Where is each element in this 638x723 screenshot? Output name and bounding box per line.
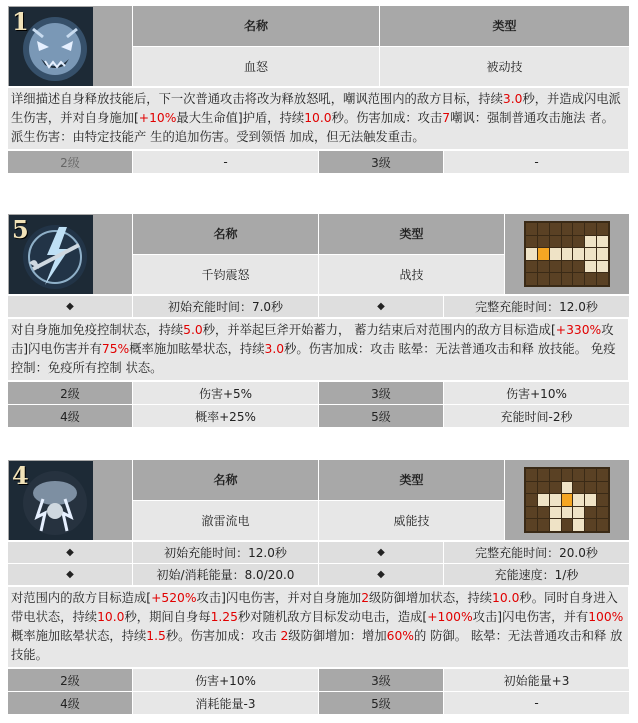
description-text: 最大生命值]护盾，持续 bbox=[176, 111, 305, 125]
info-value: 初始/消耗能量：8.0/20.0 bbox=[133, 564, 319, 586]
info-value: 初始充能时间：7.0秒 bbox=[133, 296, 319, 318]
grid-cell bbox=[573, 261, 584, 273]
grid-cell bbox=[538, 261, 549, 273]
grid-cell bbox=[526, 469, 537, 481]
description-text: 秒，并造成闪电派生伤害，并对自身施加[ bbox=[11, 92, 621, 125]
grid-cell bbox=[550, 507, 561, 519]
highlight-value: 100% bbox=[588, 610, 624, 624]
level-label: 2级 bbox=[8, 669, 133, 692]
grid-cell bbox=[550, 469, 561, 481]
highlight-value: 10.0 bbox=[492, 591, 520, 605]
lightning-warrior-icon bbox=[9, 215, 93, 294]
grid-cell bbox=[562, 273, 573, 285]
grid-cell bbox=[538, 248, 549, 260]
skill-name: 千钧震怒 bbox=[133, 254, 319, 295]
highlight-value: 1.25 bbox=[210, 610, 238, 624]
level-bonus: - bbox=[444, 151, 630, 174]
level-label: 3级 bbox=[319, 382, 444, 405]
grid-cell bbox=[597, 519, 608, 531]
grid-cell bbox=[550, 494, 561, 506]
grid-cell bbox=[573, 248, 584, 260]
highlight-value: +520% bbox=[151, 591, 197, 605]
grid-cell bbox=[526, 223, 537, 235]
level-bonus: 伤害+10% bbox=[133, 669, 319, 692]
grid-cell bbox=[550, 482, 561, 494]
bullet-diamond-icon: ◆ bbox=[8, 542, 133, 564]
description-text: 对自身施加免疫控制状态，持续 bbox=[11, 323, 184, 337]
info-table bbox=[7, 541, 630, 586]
skill-card-3 bbox=[7, 459, 629, 715]
description-text: 攻击]闪电伤害并有 bbox=[11, 323, 614, 356]
grid-cell bbox=[562, 519, 573, 531]
grid-cell bbox=[538, 507, 549, 519]
info-value: 完整充能时间：20.0秒 bbox=[444, 542, 630, 564]
grid-cell bbox=[573, 494, 584, 506]
grid-cell bbox=[550, 519, 561, 531]
info-value: 完整充能时间：12.0秒 bbox=[444, 296, 630, 318]
highlight-value: 10.0 bbox=[97, 610, 125, 624]
highlight-value: 10.0 bbox=[304, 111, 332, 125]
level-table bbox=[7, 668, 630, 715]
grid-cell bbox=[585, 236, 596, 248]
grid-cell bbox=[562, 494, 573, 506]
bullet-diamond-icon: ◆ bbox=[319, 296, 444, 318]
grid-cell bbox=[562, 507, 573, 519]
grid-cell bbox=[573, 469, 584, 481]
grid-cell bbox=[585, 469, 596, 481]
grid-cell bbox=[573, 507, 584, 519]
level-label: 3级 bbox=[319, 669, 444, 692]
grid-cell bbox=[538, 273, 549, 285]
skill-description bbox=[8, 319, 629, 381]
level-label: 3级 bbox=[319, 151, 444, 174]
level-bonus: 伤害+5% bbox=[133, 382, 319, 405]
highlight-value: 1.5 bbox=[146, 629, 166, 643]
name-header: 名称 bbox=[133, 6, 380, 47]
highlight-value: +10% bbox=[138, 111, 177, 125]
level-label: 2级 bbox=[8, 151, 133, 174]
description-text: 对范围内的敌方目标造成[ bbox=[11, 591, 152, 605]
skill-name: 澈雷流电 bbox=[133, 500, 319, 541]
level-label: 4级 bbox=[8, 405, 133, 428]
type-header: 类型 bbox=[319, 460, 505, 501]
level-label: 5级 bbox=[319, 405, 444, 428]
grid-cell bbox=[538, 236, 549, 248]
description-text: 级防御增加状态，持续 bbox=[369, 591, 493, 605]
grid-cell bbox=[550, 236, 561, 248]
name-header: 名称 bbox=[133, 460, 319, 501]
description-text: 攻击]闪电伤害，并有 bbox=[472, 610, 589, 624]
skill-type: 战技 bbox=[319, 254, 505, 295]
grid-cell bbox=[562, 469, 573, 481]
grid-cell bbox=[597, 469, 608, 481]
grid-cell bbox=[585, 223, 596, 235]
highlight-value: 7 bbox=[442, 111, 451, 125]
skill-icon-cell bbox=[8, 214, 133, 295]
description-text: 秒，期间自身每 bbox=[124, 610, 211, 624]
grid-cell bbox=[597, 261, 608, 273]
description-text: 秒对随机敌方目标发动电击，造成[ bbox=[237, 610, 428, 624]
level-bonus: 充能时间-2秒 bbox=[444, 405, 630, 428]
range-grid-icon bbox=[524, 467, 610, 533]
skill-description bbox=[8, 88, 629, 150]
type-header: 类型 bbox=[380, 6, 630, 47]
description-text: 秒。伤害加成：攻击 bbox=[331, 111, 443, 125]
level-table bbox=[7, 381, 630, 428]
grid-cell bbox=[526, 507, 537, 519]
level-bonus: - bbox=[133, 151, 319, 174]
skill-icon-number: 4 bbox=[12, 461, 29, 490]
skill-description bbox=[8, 587, 629, 668]
grid-cell bbox=[538, 494, 549, 506]
grid-cell bbox=[597, 273, 608, 285]
thunder-storm-icon bbox=[9, 461, 93, 540]
grid-cell bbox=[538, 482, 549, 494]
skill-icon-number: 1 bbox=[12, 7, 29, 36]
highlight-value: 2 bbox=[280, 629, 289, 643]
level-table bbox=[7, 150, 630, 174]
grid-cell bbox=[573, 273, 584, 285]
range-grid-cell bbox=[505, 460, 630, 541]
description-text: 概率施加眩晕状态，持续 bbox=[129, 342, 265, 356]
highlight-value: +330% bbox=[555, 323, 602, 337]
range-grid-icon bbox=[524, 221, 610, 287]
grid-cell bbox=[550, 273, 561, 285]
grid-cell bbox=[585, 494, 596, 506]
name-header: 名称 bbox=[133, 214, 319, 255]
bullet-diamond-icon: ◆ bbox=[8, 564, 133, 586]
highlight-value: 3.0 bbox=[264, 342, 285, 356]
grid-cell bbox=[597, 248, 608, 260]
level-label: 2级 bbox=[8, 382, 133, 405]
grid-cell bbox=[526, 261, 537, 273]
description-text: 攻击]闪电伤害，并对自身施加 bbox=[196, 591, 362, 605]
level-label: 4级 bbox=[8, 692, 133, 715]
grid-cell bbox=[585, 261, 596, 273]
type-header: 类型 bbox=[319, 214, 505, 255]
highlight-value: 3.0 bbox=[502, 92, 523, 106]
grid-cell bbox=[585, 248, 596, 260]
highlight-value: 5.0 bbox=[183, 323, 203, 337]
description-text: 秒。伤害加成：攻击 眩晕：无法普通攻击和释 放技能。 免疫控制：免疫所有控制 状态。 bbox=[11, 342, 616, 375]
highlight-value: 75% bbox=[101, 342, 130, 356]
grid-cell bbox=[585, 482, 596, 494]
description-text: 概率施加眩晕状态，持续 bbox=[11, 629, 147, 643]
description-text: 级防御增加：增加 bbox=[288, 629, 387, 643]
skill-card-1 bbox=[7, 5, 629, 174]
grid-cell bbox=[526, 494, 537, 506]
grid-cell bbox=[550, 223, 561, 235]
description-text: 秒。同时自身进入带电状态，持续 bbox=[11, 591, 618, 624]
bullet-diamond-icon: ◆ bbox=[319, 542, 444, 564]
grid-cell bbox=[597, 494, 608, 506]
level-bonus: - bbox=[444, 692, 630, 715]
skill-type: 威能技 bbox=[319, 500, 505, 541]
grid-cell bbox=[597, 236, 608, 248]
grid-cell bbox=[585, 507, 596, 519]
grid-cell bbox=[562, 482, 573, 494]
grid-cell bbox=[573, 482, 584, 494]
skill-card-2 bbox=[7, 213, 629, 428]
grid-cell bbox=[538, 519, 549, 531]
demon-face-icon bbox=[9, 7, 93, 86]
grid-cell bbox=[526, 482, 537, 494]
grid-cell bbox=[573, 236, 584, 248]
range-grid-cell bbox=[505, 214, 630, 295]
grid-cell bbox=[526, 236, 537, 248]
level-label: 5级 bbox=[319, 692, 444, 715]
skill-icon-cell bbox=[8, 6, 133, 87]
level-bonus: 概率+25% bbox=[133, 405, 319, 428]
skill-name: 血怒 bbox=[133, 46, 380, 87]
grid-cell bbox=[526, 519, 537, 531]
grid-cell bbox=[562, 236, 573, 248]
grid-cell bbox=[585, 519, 596, 531]
grid-cell bbox=[538, 469, 549, 481]
grid-cell bbox=[550, 261, 561, 273]
grid-cell bbox=[550, 248, 561, 260]
skill-icon-number: 5 bbox=[12, 215, 29, 244]
skill-type: 被动技 bbox=[380, 46, 630, 87]
grid-cell bbox=[562, 223, 573, 235]
highlight-value: 2 bbox=[361, 591, 370, 605]
grid-cell bbox=[526, 248, 537, 260]
bullet-diamond-icon: ◆ bbox=[8, 296, 133, 318]
grid-cell bbox=[597, 223, 608, 235]
grid-cell bbox=[562, 261, 573, 273]
grid-cell bbox=[597, 482, 608, 494]
info-value: 充能速度：1/秒 bbox=[444, 564, 630, 586]
grid-cell bbox=[526, 273, 537, 285]
level-bonus: 消耗能量-3 bbox=[133, 692, 319, 715]
grid-cell bbox=[562, 248, 573, 260]
skill-icon-cell bbox=[8, 460, 133, 541]
description-text: 秒。伤害加成：攻击 bbox=[165, 629, 281, 643]
level-bonus: 伤害+10% bbox=[444, 382, 630, 405]
info-table bbox=[7, 295, 630, 318]
description-text: 详细描述自身释放技能后，下一次普通攻击将改为释放怒吼，嘲讽范围内的敌方目标，持续 bbox=[11, 92, 503, 106]
bullet-diamond-icon: ◆ bbox=[319, 564, 444, 586]
grid-cell bbox=[597, 507, 608, 519]
grid-cell bbox=[573, 223, 584, 235]
grid-cell bbox=[573, 519, 584, 531]
highlight-value: +100% bbox=[427, 610, 473, 624]
grid-cell bbox=[538, 223, 549, 235]
description-text: 秒，并举起巨斧开始蓄力， 蓄力结束后对范围内的敌方目标造成[ bbox=[202, 323, 556, 337]
highlight-value: 60% bbox=[386, 629, 414, 643]
description-text: 嘲讽：强制普通攻击施法 者。 派生伤害：由特定技能产 生的追加伤害。受到领悟 加成，但无法触发重击。 bbox=[11, 111, 614, 144]
info-value: 初始充能时间：12.0秒 bbox=[133, 542, 319, 564]
description-text: 的 防御。 眩晕：无法普通攻击和释 放技能。 bbox=[11, 629, 623, 662]
grid-cell bbox=[585, 273, 596, 285]
level-bonus: 初始能量+3 bbox=[444, 669, 630, 692]
